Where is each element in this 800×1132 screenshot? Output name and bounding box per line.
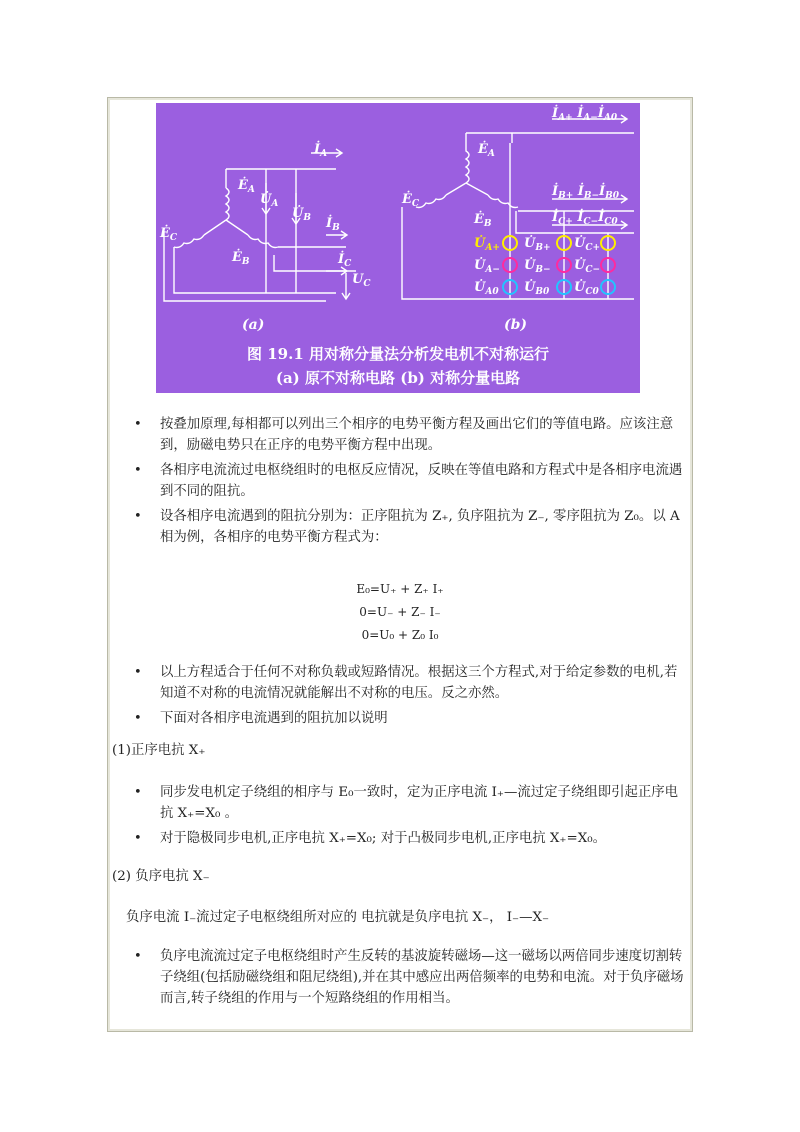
figure-sub-a: (a): [242, 317, 265, 333]
figure-caption-line1: 图 19.1 用对称分量法分析发电机不对称运行: [247, 345, 549, 363]
svg-text:U̇A+: $U̇_{A+}$: [474, 236, 500, 253]
equation-block: [300, 578, 500, 647]
bullet-list-1: [134, 414, 686, 552]
svg-text:U̇B−: $U̇_{B-}$: [524, 258, 551, 275]
list-item: • 设各相序电流遇到的阻抗分别为：正序阻抗为 Z₊, 负序阻抗为 Z₋, 零序阻抗为 Z₀。以 A 相为例，各相序的电势平衡方程式为：: [134, 506, 686, 548]
svg-text:U̇C−: $U̇_{C-}$: [574, 258, 601, 275]
section-2-title: (2) 负序电抗 X₋: [112, 869, 210, 884]
list-item: • 以上方程适合于任何不对称负载或短路情况。根据这三个方程式,对于给定参数的电机,若知道不对称的电流情况就能解出不对称的电压。反之亦然。: [134, 662, 686, 704]
svg-text:U̇A−: $U̇_{A-}$: [474, 258, 500, 275]
list-item: • 下面对各相序电流遇到的阻抗加以说明: [134, 708, 686, 729]
equation-zero: 0=U₀ + Z₀ I₀: [361, 628, 439, 642]
svg-text:ĖC: $Ė_C$: [402, 192, 420, 209]
list-item: • 按叠加原理,每相都可以列出三个相序的电势平衡方程及画出它们的等值电路。应该注意到，励磁电势只在正序的电势平衡方程中出现。: [134, 414, 686, 456]
svg-text:U̇B: $U̇_B$: [292, 206, 311, 223]
figure-19-1: [156, 103, 640, 393]
figure-caption-line2: (a) 原不对称电路 (b) 对称分量电路: [275, 369, 521, 387]
equation-positive: E₀=U₊ + Z₊ I₊: [356, 582, 444, 596]
list-item: • 各相序电流流过电枢绕组时的电枢反应情况，反映在等值电路和方程式中是各相序电流遇到不同的阻抗。: [134, 460, 686, 502]
section-2-paragraph: 负序电流 I₋流过定子电枢绕组所对应的 电抗就是负序电抗 X₋， I₋—X₋: [126, 910, 550, 925]
bullet-list-2: [134, 662, 686, 733]
list-item: • 对于隐极同步电机,正序电抗 X₊=X₀; 对于凸极同步电机,正序电抗 X₊=X₀。: [134, 828, 686, 849]
section-1-title: (1)正序电抗 X₊: [112, 743, 206, 758]
bullet-list-3: [134, 782, 686, 853]
svg-text:ĖB: $Ė_B$: [474, 212, 492, 229]
svg-text:ĖB: $Ė_B$: [232, 250, 250, 267]
svg-text:İB+ İB−İB0: $İ_{B+}$ $İ_{B-}İ_{B0}$: [552, 184, 619, 201]
svg-text:İA: $İ_A$: [314, 142, 328, 159]
list-item: • 同步发电机定子绕组的相序与 E₀一致时，定为正序电流 I₊—流过定子绕组即引起正序电抗 X₊=X₀ 。: [134, 782, 686, 824]
svg-text:İA+ İA−İA0: $İ_{A+}$ $İ_{A-}İ_{A0}$: [552, 106, 618, 123]
svg-text:ĖA: $Ė_A$: [478, 142, 495, 159]
svg-text:U̇A: $U̇_A$: [260, 192, 279, 209]
svg-text:U̇C0: $U̇_{C0}$: [574, 280, 599, 297]
svg-text:U̇C+: $U̇_{C+}$: [574, 236, 601, 253]
svg-text:İC: $İ_C$: [338, 252, 352, 269]
svg-text:U̇B+: $U̇_{B+}$: [524, 236, 551, 253]
svg-text:U̇A0: $U̇_{A0}$: [474, 280, 499, 297]
svg-text:U̇B0: $U̇_{B0}$: [524, 280, 550, 297]
bullet-list-4: [134, 946, 686, 1013]
svg-text:UC: $U_C$: [352, 272, 371, 289]
figure-sub-b: (b): [504, 317, 528, 333]
svg-text:İC+ İC−İC0: $İ_{C+}$ $İ_{C-}İ_{C0}$: [552, 210, 618, 227]
list-item: • 负序电流流过定子电枢绕组时产生反转的基波旋转磁场—这一磁场以两倍同步速度切割转子绕组(包括励磁绕组和阻尼绕组),并在其中感应出两倍频率的电势和电流。对于负序磁场而言,转子绕组的作用与一个短路绕组的作用相当。: [134, 946, 686, 1009]
svg-text:ĖA: $Ė_A$: [238, 178, 255, 195]
svg-text:İB: $İ_B$: [326, 216, 340, 233]
equation-negative: 0=U₋ + Z₋ I₋: [359, 605, 441, 619]
svg-text:ĖC: $Ė_C$: [160, 226, 178, 243]
